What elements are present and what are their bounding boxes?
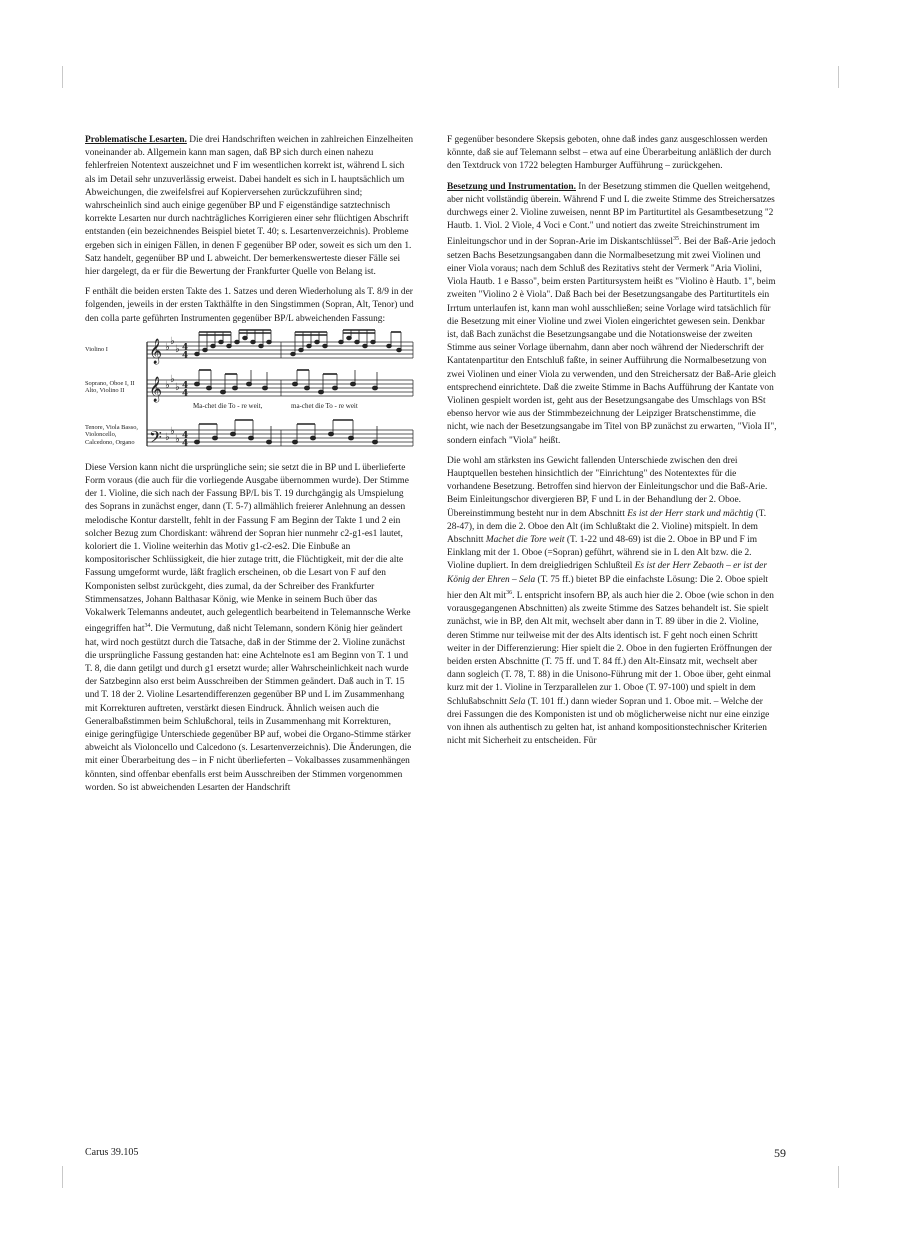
footnote-ref: 35	[673, 236, 680, 243]
paragraph-text: (T. 1-22 und 48-69) ist die 2. Oboe in BP und F im Einklang mit der 1. Oboe (=Sopran) geführt, während sie in L den Alt bzw. die 2. Violine dupliert. In dem dreigliedrigen Schlußteil	[447, 535, 757, 572]
paragraph-text: . Die Vermutung, daß nicht Telemann, sondern König hier geändert hat, wird noch gestützt durch die Tatsache, daß in der Stimme der 2. Violine zunächst die ursprüngliche Fassung gestanden hat: eine Achtelnote es1 am Beginn von T. 1 und T. 8, die dann getilgt und durch g1 ersetzt wurde; aller Wahrscheinlichkeit nach wurde der Satzbeginn also erst beim Ausschreiben der Stimmen geändert. Daß auch in T. 15 und T. 18 der 2. Violine Lesartendifferenzen gegenüber BP und L im Zusammenhang mit Korrekturen auftreten, verstärkt diesen Eindruck. Ähnlich weisen auch die Generalbaßstimmen beim Schlußchoral, teils in Zusammenhang mit Korrekturen, einige geringfügige Unterschiede gegenüber BP auf, wobei die Organo-Stimme stärker abweicht als Violoncello und Calcedono (s. Lesartenverzeichnis). Die Änderungen, die mit einer Überarbeitung des – in F nicht überlieferten – Vokalbasses zusammenhängen könnten, sind offenbar ebenfalls erst beim Ausschreiben der Stimmen vorgenommen worden. So ist abweichenden Lesarten der Handschrift	[85, 624, 412, 793]
svg-text:4: 4	[182, 342, 189, 353]
staff-label-bass: Tenore, Viola Basso, Violoncello, Calcedono, Organo	[85, 423, 139, 446]
svg-text:♭: ♭	[170, 373, 175, 385]
paragraph-text: (T. 28-47), in dem die 2. Oboe den Alt (im Schlußtakt die 2. Violine) mitspielt. In dem Abschnitt	[447, 508, 767, 546]
svg-text:♭: ♭	[165, 379, 170, 391]
paragraph-text: In der Besetzung stimmen die Quellen weitgehend, aber nicht vollständig überein. Während F und L die zweite Stimme des Streichersatzes durchwegs einer 2. Violine zuweisen, nennt BP im Partiturtitel als Gesamtbesetzung "2 Hautb. 1. Viol. 2 Viole, 4 Voci e Cont." und notiert das zweite Streichinstrument im Einleitungschor und in der Sopran-Arie im Diskantschlüssel	[447, 181, 775, 248]
svg-text:♭: ♭	[175, 343, 180, 355]
svg-text:𝄞: 𝄞	[149, 338, 163, 364]
svg-text:4: 4	[182, 350, 189, 361]
section-heading: Problematische Lesarten.	[85, 135, 187, 145]
footnote-ref: 34	[144, 623, 151, 630]
staff-label-violin: Violino I	[85, 345, 108, 353]
staff-label-soprano: Soprano, Oboe I, II Alto, Violino II	[85, 379, 135, 395]
paragraph-text: F enthält die beiden ersten Takte des 1. Satzes und deren Wiederholung als T. 8/9 in der folgenden, jeweils in der ersten Takthälfte in den Singstimmen (Sopran, Alt, Tenor) und den colla parte geführten Instrumenten gegenüber BP/L abweichenden Fassung:	[85, 287, 414, 324]
italic-quote: Es ist der Herr Zebaoth – er ist der König der Ehren – Sela	[447, 561, 767, 585]
paragraph-text: (T. 101 ff.) dann wieder Sopran und 1. Oboe mit. – Welche der drei Fassungen die des Komponisten ist und ob möglicherweise nicht nur eine einzige von ihnen als authentisch zu gelten hat, ist anhand kompositionstechnischer Kriterien nicht mit Sicherheit zu entscheiden. Für	[447, 696, 770, 747]
svg-text:4: 4	[182, 388, 189, 399]
svg-text:♭: ♭	[170, 425, 175, 437]
publisher-label: Carus 39.105	[85, 1147, 139, 1158]
paragraph-text: . Bei der Baß-Arie jedoch setzen Bachs Besetzungsangaben dann die Normalbesetzung mit zwei Violinen und einer Viola voraus; nach dem Schluß des Rezitativs steht der Vermerk "Aria Violini, Viola Hautb. 1 e Basso", beim ersten Partitursystem heißt es "Violino è Hautb. 1", beim zweiten "Violino 2 è Viola". Daß Bach bei der Besetzungsangabe des Partiturtitels ein Irrtum unterlaufen ist, kann man wohl ausschließen; seine Vorlage wird tatsächlich für die Besetzung mit einer Violine und zwei Violen eingerichtet gewesen sein. Denkbar ist, daß Bach zunächst die Besetzungsangabe und die Notationsweise der zweiten Stimme aus seiner Vorlage übernahm, dann aber noch während der Niederschrift der Kantatenpartitur den Entschluß faßte, in seiner Aufführung die Normalbesetzung von zwei Violinen und einer Viola zu verwenden, und den Streichersatz der Baß-Arie gleich entsprechend einrichtete. Daß die zweite Stimme in Bachs Aufführung der Kantate von Violinen gespielt worden ist, geht aus der Besetzungsangabe des Umschlags von BSt ebenso hervor wie aus der Stimmbezeichnung der Leipziger Bratschenstimme, die nicht, wie nach der Besetzungsangabe im Titel von BP zunächst zu erwarten, "Viola II", sondern einfach "Viola" heißt.	[447, 237, 777, 446]
svg-text:4: 4	[182, 430, 189, 441]
crop-mark	[838, 1166, 839, 1188]
paragraph-text: Diese Version kann nicht die ursprüngliche sein; sie setzt die in BP und L überlieferte Form voraus (die auch für die vorliegende Ausgabe übernommen wurde). Der Stimme der 1. Violine, die sich nach der Fassung BP/L bis T. 19 durchgängig als Umspielung des Soprans in zunächst enger, dann (T. 5-7) allmählich freierer Anlehnung an dessen melodische Kontur darstellt, fehlt in der Fassung F am Beginn der Takte 1 und 2 ein solcher Bezug zum Chordiskant: während der Sopran hier nunmehr c2-g1-es1 lautet, koloriert die 1. Violine weiterhin das Motiv g1-c2-es2. Die Einbuße an kompositorischer Schlüssigkeit, die hier zutage tritt, die Flüchtigkeit, mit der die alte Fassung umgeformt wurde, läßt fraglich erscheinen, ob die Lesart von F auf den Komponisten selbst zurückgeht, dies zumal, da der Schreiber des Frankfurter Stimmensatzes, Johann Balthasar König, wie Menke in seinem Buch über das Vokalwerk Telemanns andeutet, auch gelegentlich bearbeitend in Telemannsche Werke eingegriffen hat	[85, 462, 411, 635]
italic-quote: Sela	[509, 696, 526, 707]
svg-text:𝄢: 𝄢	[149, 426, 162, 451]
crop-mark	[838, 66, 839, 88]
left-column	[85, 134, 415, 802]
svg-text:4: 4	[182, 438, 189, 449]
svg-text:♭: ♭	[175, 381, 180, 393]
paragraph-text: (T. 75 ff.) bietet BP die einfachste Lösung: Die 2. Oboe spielt hier den Alt mit	[447, 574, 769, 601]
paragraph-text: Die wohl am stärksten ins Gewicht fallenden Unterschiede zwischen den drei Hauptquellen bestehen hinsichtlich der "Einrichtung" des Notentextes für die vorhandene Besetzung. Betroffen sind hiervon der Einleitungschor und die Baß-Arie. Beim Einleitungschor divergieren BP, F und L in der Behandlung der 2. Oboe. Übereinstimmung besteht nur in dem Abschnitt	[447, 455, 768, 519]
svg-text:4: 4	[182, 380, 189, 391]
paragraph-continuation	[447, 134, 777, 174]
crop-mark	[62, 66, 63, 88]
paragraph-text: Die drei Handschriften weichen in zahlreichen Einzelheiten voneinander ab. Allgemein kann man sagen, daß BP sich durch einen nahezu fehlerfreien Notentext auszeichnet und F im wesentlichen korrekt ist, während L sich als im Detail sehr unzuverlässig erweist. Dabei handelt es sich in L hauptsächlich um Abweichungen, die zweifelsfrei auf Kopierversehen zurückzuführen sind; wahrscheinlich sind auch einige gegenüber BP und F eigenständige satztechnisch korrekte Lesarten nur durch nachträgliches Korrigieren einer sehr flüchtigen Abschrift entstanden (ein bezeichnendes Beispiel bietet T. 40; s. Lesartenverzeichnis). Probleme ergeben sich in einigen Fällen, in denen F gegenüber BP oder, soweit es sich um den 1. Satz handelt, gegenüber BP und L abweicht. Der bemerkenswerteste dieser Fälle sei hier dargelegt, da er für die Bewertung der Frankfurter Quelle von Belang ist.	[85, 135, 414, 278]
lyric-line: ma-chet die To - re weit	[291, 401, 358, 410]
paragraph-problematic-readings	[85, 134, 415, 279]
music-example	[85, 328, 415, 460]
section-heading: Besetzung und Instrumentation.	[447, 181, 576, 192]
page-number: 59	[774, 1146, 786, 1160]
svg-text:♭: ♭	[165, 341, 170, 353]
right-column	[447, 134, 777, 755]
italic-quote: Es ist der Herr stark und mächtig	[627, 508, 754, 519]
italic-quote: Machet die Tore weit	[485, 535, 565, 546]
crop-mark	[62, 1166, 63, 1188]
svg-text:♭: ♭	[165, 431, 170, 443]
lyric-line: Ma-chet die To - re weit,	[193, 401, 263, 410]
svg-text:♭: ♭	[170, 335, 175, 347]
paragraph-text: . L entspricht insofern BP, als auch hier die 2. Oboe (wie schon in den vorausgegangenen Abschnitten) als zweite Stimme des Satzes behandelt ist. Sie spielt zunächst, wie in BP, den Alt mit, wechselt aber dann in T. 89 über in die 2. Violine, deren Stimme nur teilweise mit der des Alts identisch ist. F geht noch einen Schritt weiter in der Differenzierung: Hier spielt die 2. Oboe in den fugierten Eröffnungen der beiden ersten Abschnitte (T. 75 ff. und T. 84 ff.) den Alt-Einsatz mit, wechselt aber dann sogleich (T. 78, T. 88) in die Unisono-Führung mit der 1. Oboe über, geht einmal kurz mit der 1. Violine in Terzparallelen zur 1. Oboe (T. 97-100) und spielt in dem Schlußabschnitt	[447, 590, 774, 707]
svg-text:♭: ♭	[175, 433, 180, 445]
paragraph-scoring	[447, 181, 777, 448]
svg-text:𝄞: 𝄞	[149, 376, 163, 402]
footnote-ref: 36	[506, 589, 513, 596]
paragraph-version-analysis	[85, 462, 415, 795]
paragraph-differences	[447, 455, 777, 749]
paragraph-f-version	[85, 286, 415, 326]
paragraph-text: F gegenüber besondere Skepsis geboten, ohne daß indes ganz ausgeschlossen werden könnte, daß sie auf Telemann selbst – etwa auf eine Überarbeitung anläßlich der durch den Textdruck von 1722 belegten Hamburger Aufführung – zurückgehen.	[447, 135, 772, 172]
